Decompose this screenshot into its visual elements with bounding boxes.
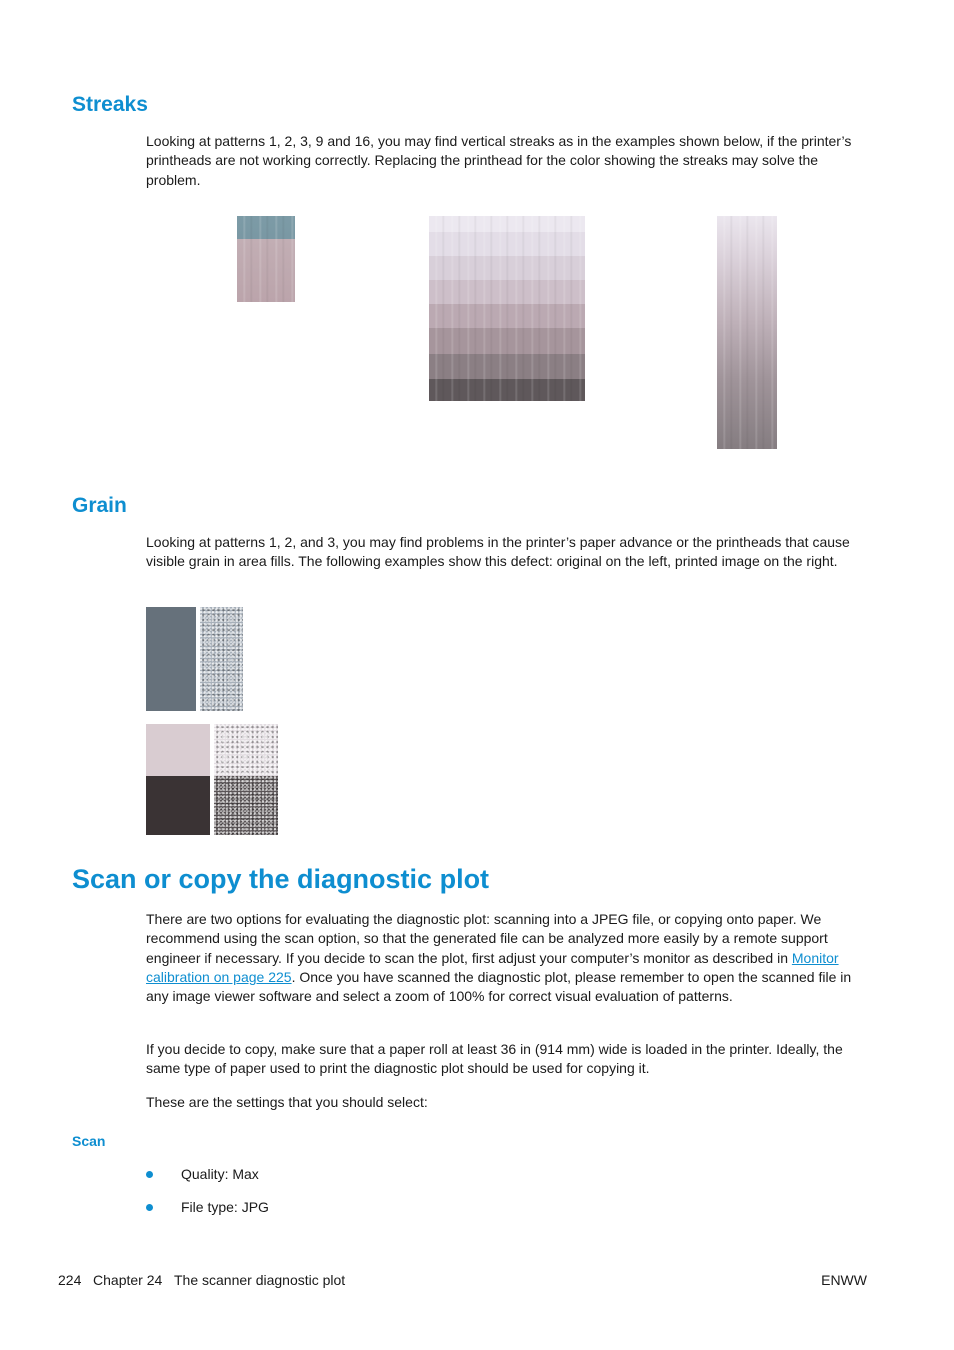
scan-copy-paragraph-2: If you decide to copy, make sure that a paper roll at least 36 in (914 mm) wide is loaded in the printer. Ideally, the same type of paper used to print the diagnostic plot should be used for copying it. [146,1041,843,1077]
bullet-icon [146,1171,153,1178]
grain-original-image-1 [146,607,196,711]
grain-printed-image-2 [214,724,278,835]
scan-copy-paragraph-3: These are the settings that you should select: [146,1094,428,1110]
scan-copy-paragraph-1 [146,910,870,1006]
list-item-text: File type: JPG [181,1199,269,1215]
section-heading-grain: Grain [72,494,127,517]
section-heading-scan-or-copy: Scan or copy the diagnostic plot [72,864,490,894]
footer-right-label: ENWW [821,1272,867,1288]
grain-paragraph: Looking at patterns 1, 2, and 3, you may find problems in the printer’s paper advance or the printheads that cause visible grain in area fills. The following examples show this defect: original on the left, printed image on the right. [146,534,850,570]
page-footer [58,1272,345,1288]
subsection-heading-scan: Scan [72,1133,106,1149]
section-heading-streaks: Streaks [72,93,148,116]
streak-sample-image-3 [717,216,777,449]
grain-printed-image-1 [200,607,243,711]
scan-copy-text-after-link: . Once you have scanned the diagnostic plot, please remember to open the scanned file in any image viewer software and select a zoom of 100% for correct visual evaluation of patterns. [146,968,852,1005]
chapter-title: The scanner diagnostic plot [173,1272,346,1288]
monitor-calibration-link[interactable]: Monitor calibration on page 225 [146,949,839,985]
streak-sample-image-1 [237,216,295,302]
bullet-icon [146,1204,153,1211]
grain-original-image-2 [146,724,210,835]
streaks-paragraph: Looking at patterns 1, 2, 3, 9 and 16, you may find vertical streaks as in the examples shown below, if the printer’s printheads are not working correctly. Replacing the printhead for the color showing the streaks may solve the problem. [146,133,852,188]
page-number: 224 [58,1272,82,1288]
scan-copy-text-before-link: There are two options for evaluating the diagnostic plot: scanning into a JPEG file, or copying onto paper. We recommend using the scan option, so that the generated file can be analyzed more easily by a remote support engineer if necessary. If you decide to scan the plot, first adjust your computer’s monitor as described in [146,911,828,966]
list-item-text: Quality: Max [181,1166,259,1182]
chapter-label: Chapter 24 [93,1272,163,1288]
streak-sample-image-2 [429,216,585,401]
